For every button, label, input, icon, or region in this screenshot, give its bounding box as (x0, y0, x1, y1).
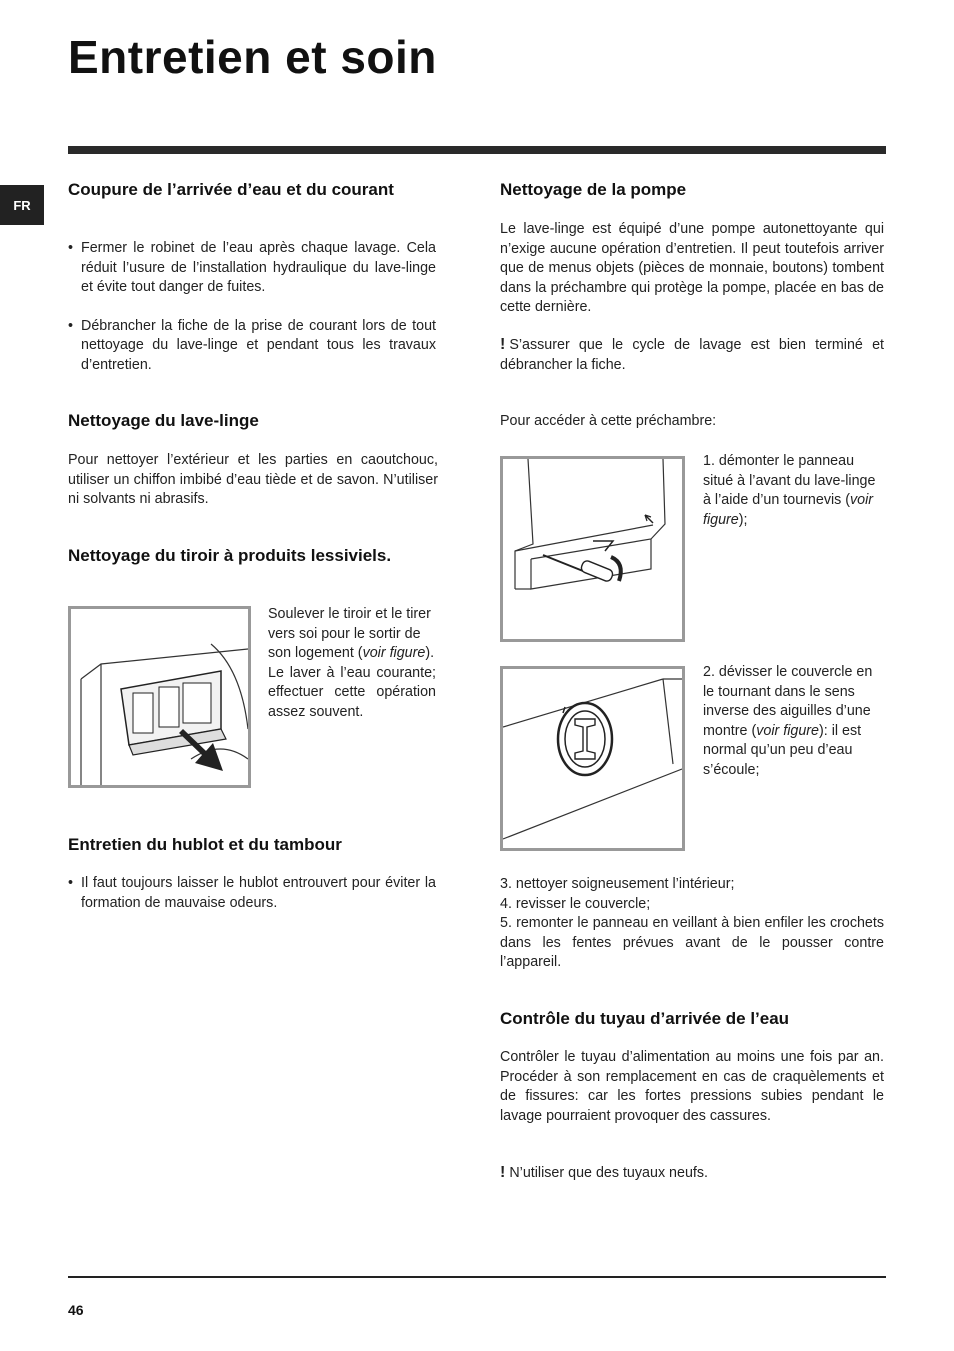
warning-icon: ! (500, 336, 506, 353)
bullet-item: • Fermer le robinet de l’eau après chaque lavage. Cela réduit l’usure de l’installation hydraulique du lave-linge et évite tout danger de fuites. (68, 239, 436, 298)
section-heading-hose-check: Contrôle du tuyau d’arrivée de l’eau (500, 1009, 790, 1028)
lid-unscrew-illustration (503, 669, 682, 848)
figure-reference: voir figure (703, 492, 874, 528)
page-number: 46 (68, 1302, 84, 1318)
section-body-washer-cleaning: Pour nettoyer l’extérieur et les parties en caoutchouc, utiliser un chiffon imbibé d’eau tiède et de savon. N’utiliser ni solvants ni abrasifs. (68, 452, 438, 507)
section-heading-washer-cleaning: Nettoyage du lave-linge (68, 411, 259, 430)
pump-warning (500, 335, 884, 375)
warning-text: N’utiliser que des tuyaux neufs. (509, 1165, 709, 1181)
header-rule (68, 146, 886, 154)
pump-step-1 (703, 452, 885, 530)
pump-steps-3-5 (500, 875, 884, 973)
pump-step-2 (703, 663, 887, 780)
warning-icon: ! (500, 1164, 506, 1181)
page-title: Entretien et soin (68, 31, 437, 83)
bullet-item: • Il faut toujours laisser le hublot entrouvert pour éviter la formation de mauvaise odeurs. (68, 874, 436, 913)
panel-removal-illustration (503, 459, 682, 639)
section-heading-drawer-cleaning: Nettoyage du tiroir à produits lessiviels. (68, 546, 392, 565)
step-3-text: 3. nettoyer soigneusement l’intérieur; (500, 876, 735, 892)
hose-check-text: Contrôler le tuyau d’alimentation au moins une fois par an. Procéder à son remplacement en cas de craquèlements et de fissures: car les fortes pressions subies pendant le lavage pourraient provoquer des cassures. (500, 1049, 884, 1124)
figure-reference: voir figure (756, 722, 820, 739)
section-heading-water-power: Coupure de l’arrivée d’eau et du courant (68, 180, 394, 199)
hose-warning (500, 1163, 884, 1184)
drawer-step-end: ). (425, 645, 435, 661)
step-5-text: 5. remonter le panneau en veillant à bien enfiler les crochets dans les fentes prévues avant de le pousser contre l’appareil. (500, 915, 884, 970)
section-body-porthole-drum (68, 874, 436, 913)
step-4-text: 4. revisser le couvercle; (500, 895, 651, 912)
section-heading-pump-cleaning: Nettoyage de la pompe (500, 180, 687, 199)
bullet-item: • Débrancher la fiche de la prise de courant lors de tout nettoyage du lave-linge et pendant tous les travaux d’entretien. (68, 317, 436, 376)
pump-intro-text: Le lave-linge est équipé d’une pompe autonettoyante qui n’exige aucune opération d’entretien. Il peut toutefois arriver que de menus objets (pièces de monnaie, boutons) tombent dans la préchambre qui protège la pompe, placée en bas de cette dernière. (500, 221, 884, 315)
access-text: Pour accéder à cette préchambre: (500, 413, 717, 429)
footer-rule (68, 1276, 886, 1278)
drawer-illustration (71, 609, 248, 785)
drawer-instructions (268, 605, 436, 722)
step-1-text: 1. démonter le panneau situé à l’avant du lave-linge à l’aide d’un tournevis ( (703, 453, 876, 508)
step-2-text: 2. dévisser le couvercle en le tournant dans le sens inverse des aiguilles d’une montre ( (703, 664, 873, 739)
step-1-end: ); (738, 511, 748, 528)
panel-removal-figure (500, 456, 685, 642)
language-tab: FR (0, 185, 44, 225)
figure-reference: voir figure (362, 645, 426, 661)
section-heading-porthole-drum: Entretien du hublot et du tambour (68, 835, 342, 854)
drawer-step-text: Soulever le tiroir et le tirer vers soi pour le sortir de son logement ( (268, 606, 431, 661)
drawer-figure (68, 606, 251, 788)
section-body-water-power (68, 239, 436, 375)
drawer-wash-text: Le laver à l’eau courante; effectuer cette opération assez souvent. (268, 664, 436, 720)
lid-unscrew-figure (500, 666, 685, 851)
step-2-end: ): il est normal qu’un peu d’eau s’écoule; (703, 722, 862, 778)
warning-text: S’assurer que le cycle de lavage est bien terminé et débrancher la fiche. (500, 337, 884, 373)
